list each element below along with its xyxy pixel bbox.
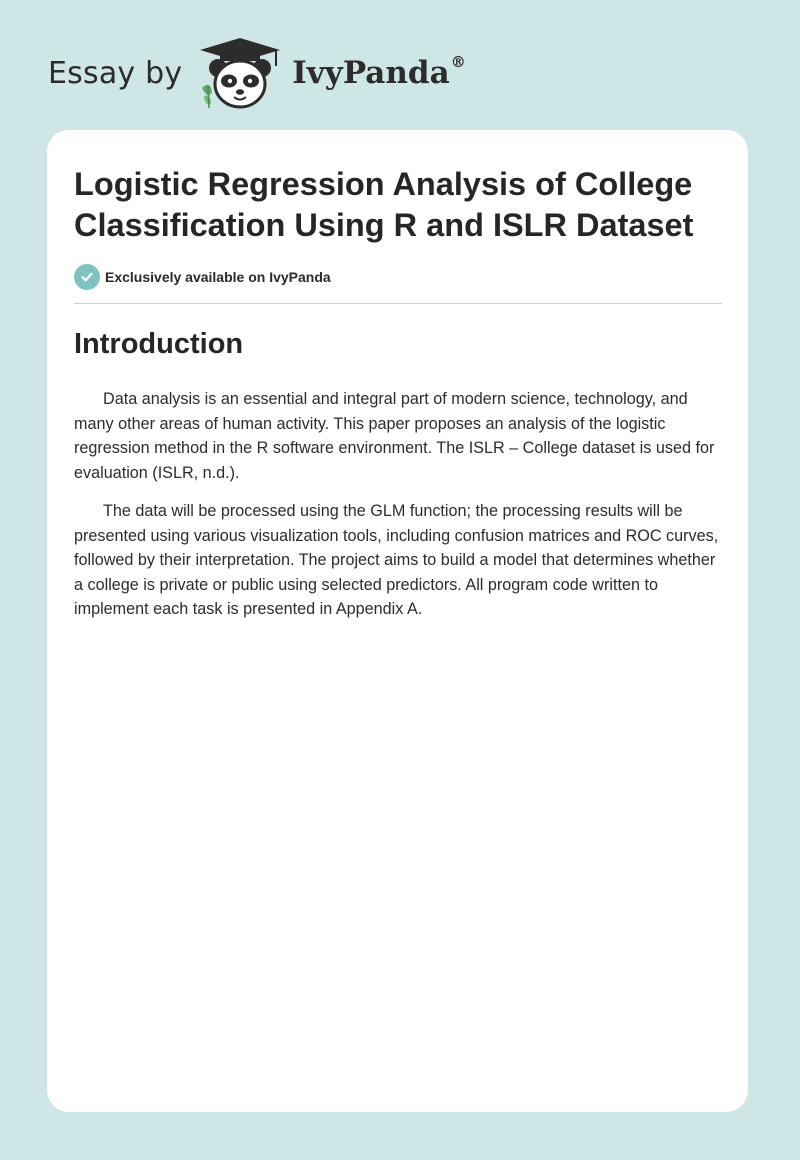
- essay-body: [74, 387, 722, 636]
- exclusive-badge: [74, 263, 331, 291]
- section-heading: Introduction: [74, 328, 244, 360]
- panda-graduate-logo-icon[interactable]: [196, 36, 284, 110]
- check-mark-icon: [80, 270, 94, 284]
- exclusive-badge-label: Exclusively available on IvyPanda: [105, 269, 331, 285]
- check-circle-icon: [74, 264, 100, 290]
- essay-by-label: Essay by: [48, 55, 183, 91]
- title-divider: [74, 303, 722, 304]
- registered-mark: ®: [450, 53, 466, 71]
- brand-name: [292, 55, 465, 91]
- brand-label: IvyPanda: [292, 55, 450, 91]
- site-header: [48, 36, 466, 110]
- essay-title: Logistic Regression Analysis of College Classification Using R and ISLR Dataset: [74, 166, 694, 243]
- paragraph: The data will be processed using the GLM function; the processing results will be presented using various visualization tools, including confusion matrices and ROC curves, followed by their interpretation. The project aims to build a model that determines whether a college is private or public using selected predictors. All program code written to implement each task is presented in Appendix A.: [74, 502, 719, 618]
- paragraph: Data analysis is an essential and integral part of modern science, technology, and many other areas of human activity. This paper proposes an analysis of the logistic regression method in the R software environment. The ISLR – College dataset is used for evaluation (ISLR, n.d.).: [74, 390, 715, 482]
- essay-card: [47, 130, 748, 1112]
